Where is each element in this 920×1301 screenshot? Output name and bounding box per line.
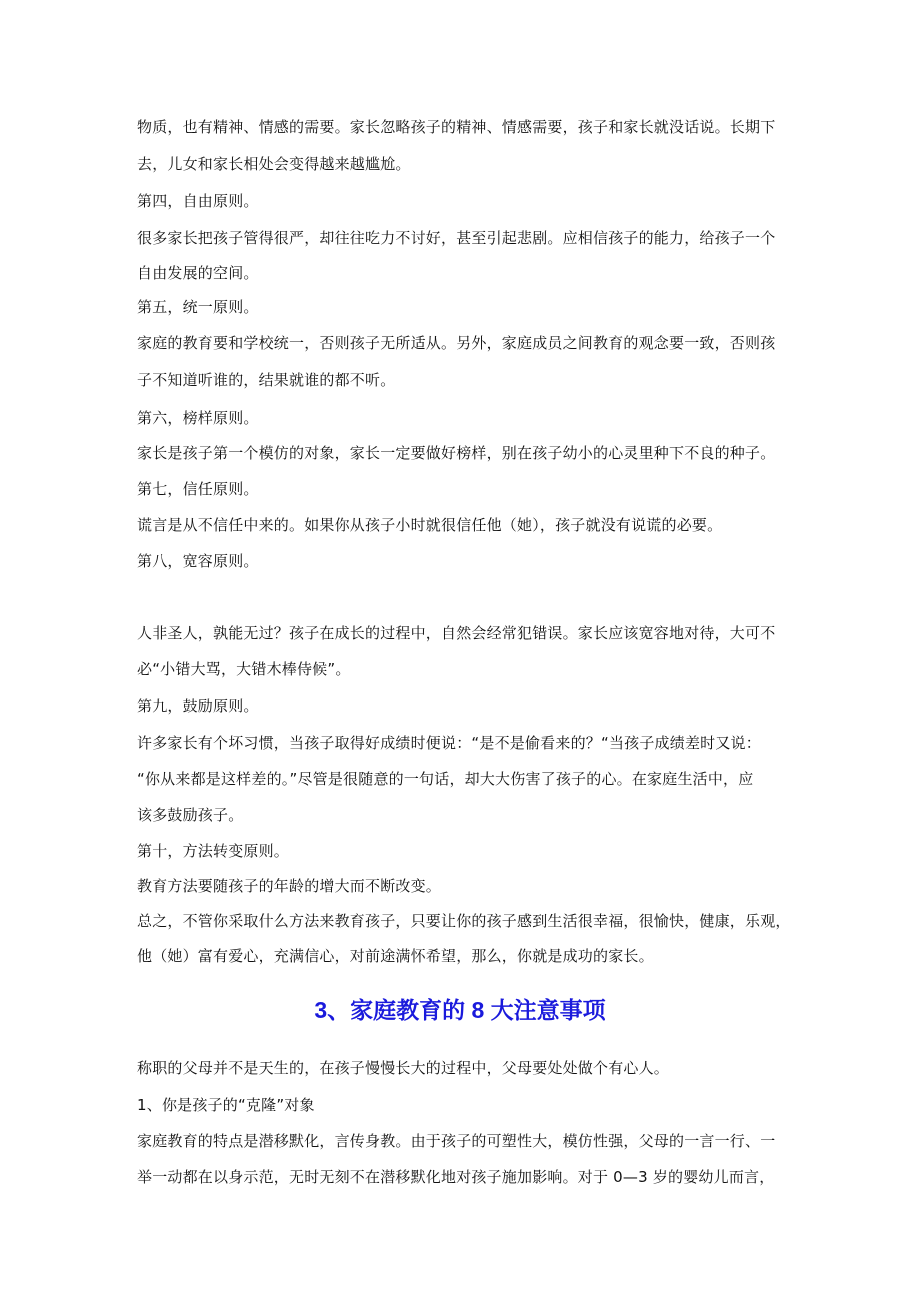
paragraph-line: 总之，不管你采取什么方法来教育孩子，只要让你的孩子感到生活很幸福，很愉快，健康，乐观， <box>137 912 791 930</box>
paragraph-line: 很多家长把孩子管得很严，却往往吃力不讨好，甚至引起悲剧。应相信孩子的能力，给孩子一个 <box>137 229 776 247</box>
paragraph-line: “你从来都是这样差的。”尽管是很随意的一句话，却大大伤害了孩子的心。在家庭生活中，应 <box>137 770 754 788</box>
paragraph-line: 第六，榜样原则。 <box>137 409 259 427</box>
paragraph-line: 称职的父母并不是天生的，在孩子慢慢长大的过程中，父母要处处做个有心人。 <box>137 1059 670 1077</box>
paragraph-line: 许多家长有个坏习惯，当孩子取得好成绩时便说：“是不是偷看来的？“当孩子成绩差时又说： <box>137 734 761 752</box>
paragraph-line: 举一动都在以身示范，无时无刻不在潜移默化地对孩子施加影响。对于 0—3 岁的婴幼儿而言， <box>137 1168 775 1186</box>
paragraph-line: 家庭教育的特点是潜移默化，言传身教。由于孩子的可塑性大，模仿性强，父母的一言一行、一 <box>137 1132 776 1150</box>
paragraph-line: 第九，鼓励原则。 <box>137 697 259 715</box>
paragraph-line: 第十，方法转变原则。 <box>137 842 290 860</box>
paragraph-line: 物质，也有精神、情感的需要。家长忽略孩子的精神、情感需要，孩子和家长就没话说。长期下 <box>137 118 776 136</box>
paragraph-line: 第八，宽容原则。 <box>137 552 259 570</box>
paragraph-line: 人非圣人，孰能无过？孩子在成长的过程中，自然会经常犯错误。家长应该宽容地对待，大可不 <box>137 624 776 642</box>
paragraph-line: 第七，信任原则。 <box>137 480 259 498</box>
section-heading: 3、家庭教育的 8 大注意事项 <box>314 997 606 1023</box>
paragraph-line: 他（她）富有爱心，充满信心，对前途满怀希望，那么，你就是成功的家长。 <box>137 947 654 965</box>
paragraph-line: 该多鼓励孩子。 <box>137 806 244 824</box>
paragraph-line: 教育方法要随孩子的年龄的增大而不断改变。 <box>137 877 442 895</box>
paragraph-line: 去，儿女和家长相处会变得越来越尴尬。 <box>137 155 411 173</box>
paragraph-line: 第四，自由原则。 <box>137 192 259 210</box>
paragraph-line: 必“小错大骂，大错木棒侍候”。 <box>137 660 351 678</box>
paragraph-line: 谎言是从不信任中来的。如果你从孩子小时就很信任他（她），孩子就没有说谎的必要。 <box>137 516 723 534</box>
paragraph-line: 家长是孩子第一个模仿的对象，家长一定要做好榜样，别在孩子幼小的心灵里种下不良的种子。 <box>137 444 776 462</box>
paragraph-line: 家庭的教育要和学校统一，否则孩子无所适从。另外，家庭成员之间教育的观念要一致，否则孩 <box>137 334 776 352</box>
paragraph-line: 1、你是孩子的“克隆”对象 <box>137 1096 315 1114</box>
paragraph-line: 自由发展的空间。 <box>137 264 259 282</box>
paragraph-line: 第五，统一原则。 <box>137 298 259 316</box>
paragraph-line: 子不知道听谁的，结果就谁的都不听。 <box>137 371 396 389</box>
